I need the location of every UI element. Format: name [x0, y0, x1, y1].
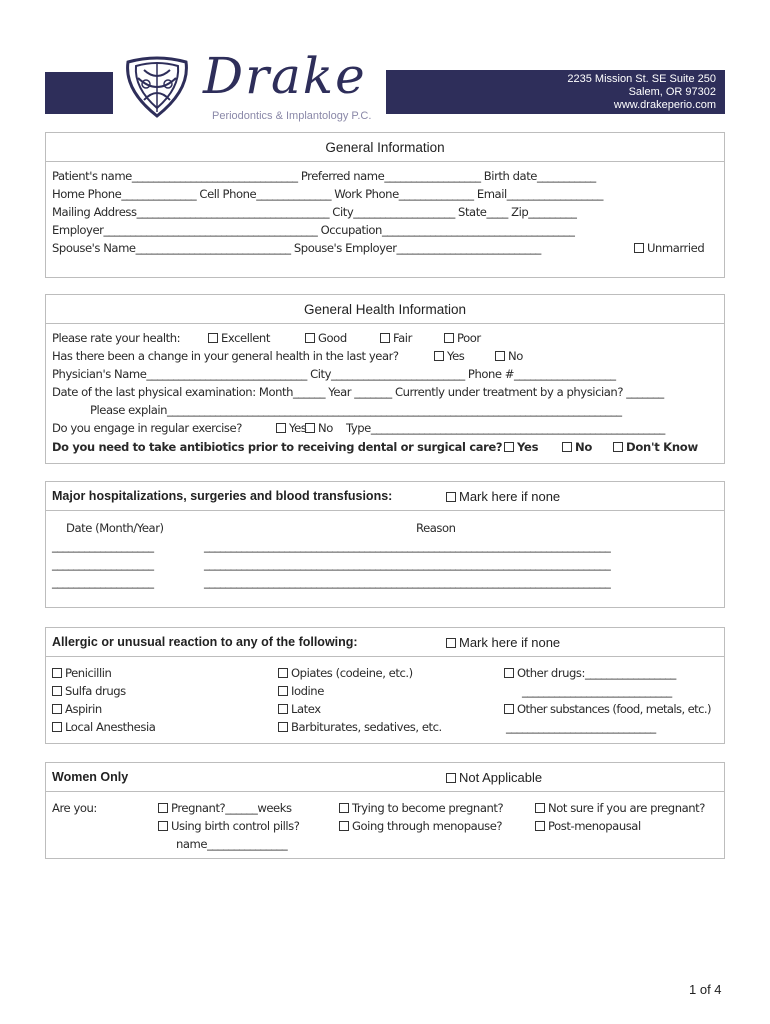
- checkbox[interactable]: [434, 351, 444, 361]
- allergy-latex[interactable]: Latex: [278, 702, 321, 716]
- allergy-local-anesthesia[interactable]: Local Anesthesia: [52, 720, 155, 734]
- date-header: Date (Month/Year): [66, 521, 164, 535]
- unmarried-option[interactable]: Unmarried: [634, 241, 704, 255]
- checkbox[interactable]: [52, 668, 62, 678]
- checkbox[interactable]: [380, 333, 390, 343]
- address-row[interactable]: Mailing Address____________________________________ City___________________ State____ Zip_________: [52, 205, 577, 219]
- women-post-menopausal[interactable]: Post-menopausal: [535, 819, 641, 833]
- checkbox[interactable]: [276, 423, 286, 433]
- women-menopause[interactable]: Going through menopause?: [339, 819, 502, 833]
- reason-line[interactable]: ____________________________________________________________________________: [204, 539, 611, 553]
- checkbox[interactable]: [613, 442, 623, 452]
- checkbox[interactable]: [535, 821, 545, 831]
- change-no[interactable]: No: [495, 349, 523, 363]
- rate-excellent[interactable]: Excellent: [208, 331, 270, 345]
- allergy-iodine[interactable]: Iodine: [278, 684, 324, 698]
- checkbox[interactable]: [208, 333, 218, 343]
- section-title: General Information: [46, 133, 724, 162]
- section-title: Major hospitalizations, surgeries and blood transfusions: Mark here if none: [46, 482, 724, 511]
- section-title: Women Only Not Applicable: [46, 763, 724, 792]
- exercise-label: Do you engage in regular exercise?: [52, 421, 242, 435]
- allergy-aspirin[interactable]: Aspirin: [52, 702, 102, 716]
- rate-fair[interactable]: Fair: [380, 331, 412, 345]
- birth-control-name-line[interactable]: name_______________: [176, 837, 288, 851]
- checkbox[interactable]: [158, 803, 168, 813]
- women-not-sure[interactable]: Not sure if you are pregnant?: [535, 801, 705, 815]
- checkbox[interactable]: [535, 803, 545, 813]
- checkbox[interactable]: [339, 821, 349, 831]
- allergy-none-option[interactable]: Mark here if none: [446, 628, 560, 657]
- women-trying[interactable]: Trying to become pregnant?: [339, 801, 503, 815]
- patient-name-row[interactable]: Patient's name_______________________________ Preferred name__________________ Birth date___________: [52, 169, 596, 183]
- other-drugs-line[interactable]: ____________________________: [522, 684, 672, 698]
- reason-header: Reason: [416, 521, 456, 535]
- rate-good[interactable]: Good: [305, 331, 347, 345]
- hospitalizations-section: [45, 481, 725, 608]
- physician-row[interactable]: Physician's Name______________________________ City_________________________ Phone #___________________: [52, 367, 616, 381]
- allergy-penicillin[interactable]: Penicillin: [52, 666, 111, 680]
- antibiotics-yes[interactable]: Yes: [504, 440, 538, 454]
- rate-health-label: Please rate your health:: [52, 331, 181, 345]
- allergy-other-substances[interactable]: Other substances (food, metals, etc.): [504, 702, 711, 716]
- antibiotics-label: Do you need to take antibiotics prior to receiving dental or surgical care?: [52, 440, 503, 454]
- spouse-row[interactable]: Spouse's Name_____________________________ Spouse's Employer___________________________: [52, 241, 541, 255]
- women-only-section: [45, 762, 725, 859]
- general-info-section: [45, 132, 725, 278]
- address-line-2: Salem, OR 97302: [628, 86, 716, 98]
- checkbox[interactable]: [52, 722, 62, 732]
- are-you-label: Are you:: [52, 801, 97, 815]
- change-yes[interactable]: Yes: [434, 349, 464, 363]
- checkbox[interactable]: [562, 442, 572, 452]
- explain-row[interactable]: Please explain_____________________________________________________________________________________: [90, 403, 622, 417]
- allergy-other-drugs[interactable]: Other drugs:_________________: [504, 666, 676, 680]
- rate-poor[interactable]: Poor: [444, 331, 481, 345]
- women-birth-control[interactable]: Using birth control pills?: [158, 819, 299, 833]
- reason-line[interactable]: ____________________________________________________________________________: [204, 575, 611, 589]
- unmarried-checkbox[interactable]: [634, 243, 644, 253]
- employer-row[interactable]: Employer________________________________________ Occupation____________________________________: [52, 223, 575, 237]
- antibiotics-dont-know[interactable]: Don't Know: [613, 440, 698, 454]
- checkbox[interactable]: [495, 351, 505, 361]
- exam-row[interactable]: Date of the last physical examination: Month______ Year _______ Currently under treatment by a physician? _______: [52, 385, 664, 399]
- date-line[interactable]: ___________________: [52, 575, 154, 589]
- checkbox[interactable]: [504, 704, 514, 714]
- checkbox[interactable]: [305, 423, 315, 433]
- exercise-type[interactable]: Type_______________________________________________________: [346, 421, 665, 435]
- checkbox[interactable]: [446, 773, 456, 783]
- checkbox[interactable]: [339, 803, 349, 813]
- checkbox[interactable]: [278, 704, 288, 714]
- page-number: 1 of 4: [689, 982, 722, 997]
- checkbox[interactable]: [446, 638, 456, 648]
- hospital-none-option[interactable]: Mark here if none: [446, 482, 560, 511]
- checkbox[interactable]: [52, 704, 62, 714]
- section-title: General Health Information: [46, 295, 724, 324]
- allergy-section: [45, 627, 725, 744]
- checkbox[interactable]: [305, 333, 315, 343]
- logo-subtitle: Periodontics & Implantology P.C.: [212, 110, 372, 122]
- date-line[interactable]: ___________________: [52, 539, 154, 553]
- allergy-barbiturates[interactable]: Barbiturates, sedatives, etc.: [278, 720, 442, 734]
- checkbox[interactable]: [278, 722, 288, 732]
- checkbox[interactable]: [444, 333, 454, 343]
- allergy-opiates[interactable]: Opiates (codeine, etc.): [278, 666, 413, 680]
- checkbox[interactable]: [504, 668, 514, 678]
- checkbox[interactable]: [52, 686, 62, 696]
- checkbox[interactable]: [278, 668, 288, 678]
- logo-wordmark: Drake: [203, 47, 367, 105]
- antibiotics-no[interactable]: No: [562, 440, 592, 454]
- header-left-bar: [45, 72, 113, 114]
- exercise-yes[interactable]: Yes: [276, 421, 306, 435]
- women-pregnant[interactable]: Pregnant?______weeks: [158, 801, 292, 815]
- website: www.drakeperio.com: [613, 99, 716, 111]
- checkbox[interactable]: [504, 442, 514, 452]
- other-substances-line[interactable]: ____________________________: [506, 720, 656, 734]
- date-line[interactable]: ___________________: [52, 557, 154, 571]
- health-change-label: Has there been a change in your general health in the last year?: [52, 349, 399, 363]
- exercise-no[interactable]: No: [305, 421, 333, 435]
- allergy-sulfa[interactable]: Sulfa drugs: [52, 684, 126, 698]
- health-info-section: [45, 294, 725, 464]
- checkbox[interactable]: [278, 686, 288, 696]
- address-line-1: 2235 Mission St. SE Suite 250: [567, 73, 716, 85]
- logo-emblem-icon: [124, 56, 190, 118]
- section-title: Allergic or unusual reaction to any of the following: Mark here if none: [46, 628, 724, 657]
- checkbox[interactable]: [158, 821, 168, 831]
- checkbox[interactable]: [446, 492, 456, 502]
- address-block: [386, 70, 725, 114]
- women-na-option[interactable]: Not Applicable: [446, 763, 542, 792]
- reason-line[interactable]: ____________________________________________________________________________: [204, 557, 611, 571]
- phone-row[interactable]: Home Phone______________ Cell Phone______________ Work Phone______________ Email__________________: [52, 187, 603, 201]
